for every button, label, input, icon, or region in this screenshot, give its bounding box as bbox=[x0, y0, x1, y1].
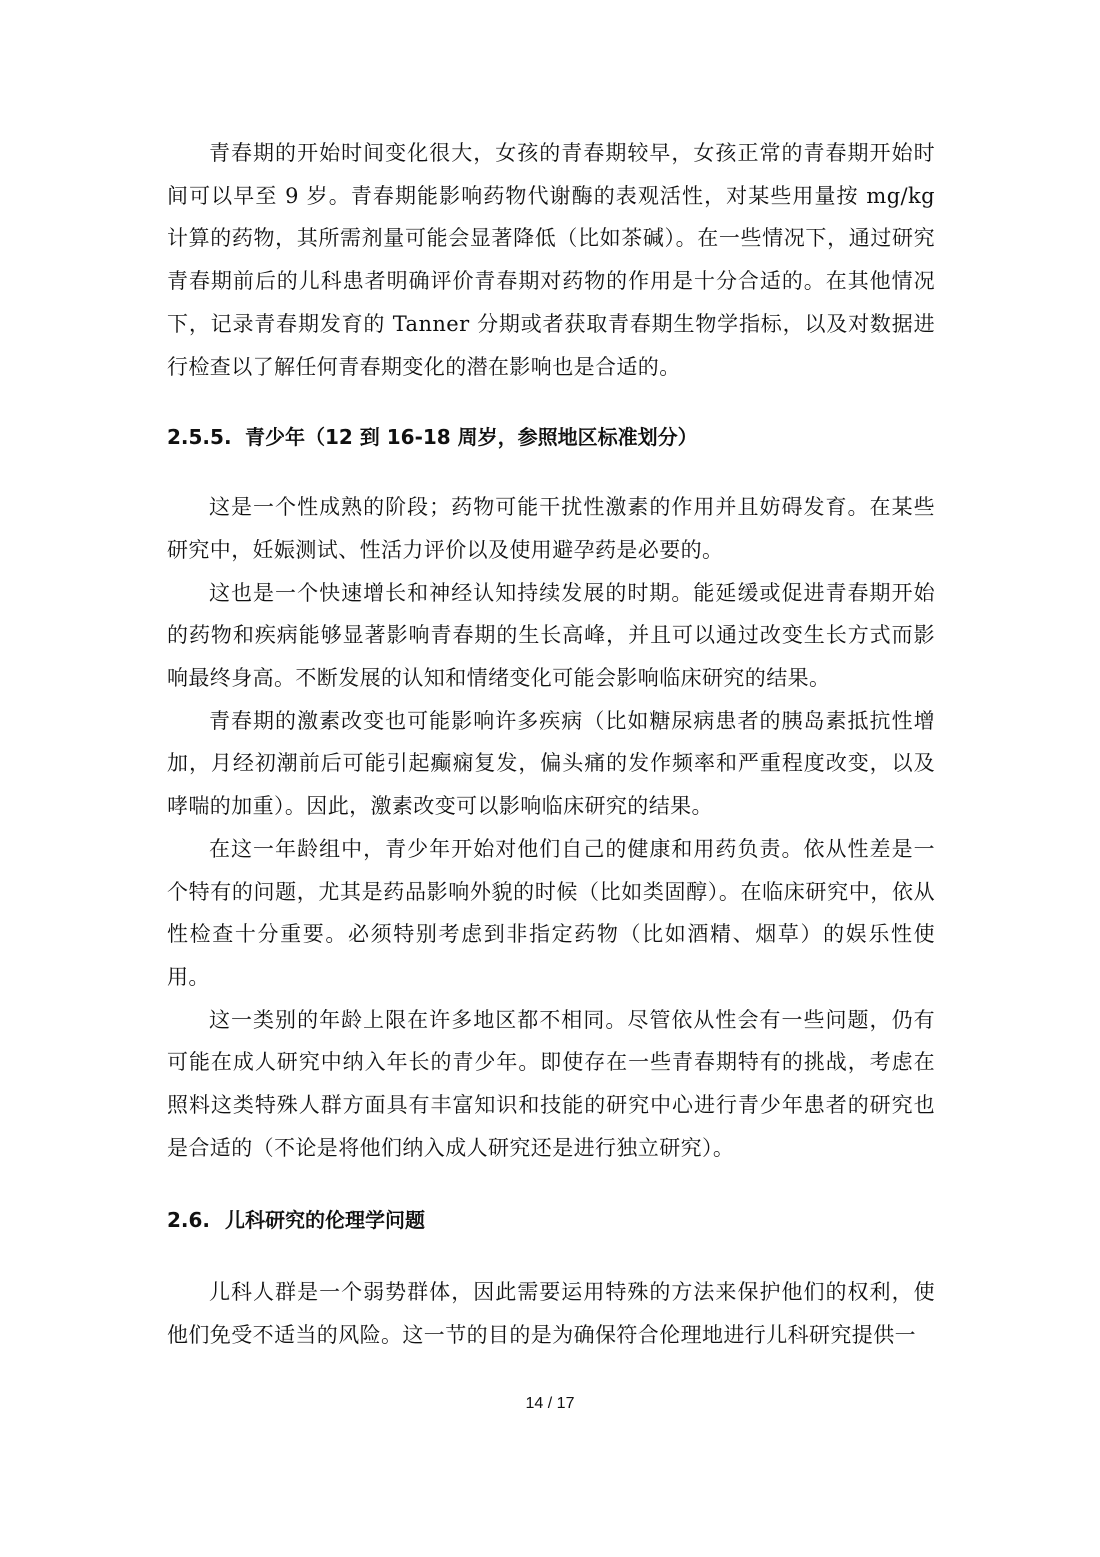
body-paragraph: 儿科人群是一个弱势群体，因此需要运用特殊的方法来保护他们的权利，使他们免受不适当的风险。这一节的目的是为确保符合伦理地进行儿科研究提供一 bbox=[167, 1280, 935, 1348]
section-number: 2.5.5. bbox=[167, 425, 232, 450]
section-title: 儿科研究的伦理学问题 bbox=[225, 1208, 425, 1233]
page-number: 14 / 17 bbox=[525, 1395, 575, 1412]
section-number: 2.6. bbox=[167, 1208, 211, 1233]
section-heading-2-5-5 bbox=[167, 416, 935, 458]
section-heading-2-6 bbox=[167, 1199, 935, 1241]
document-page bbox=[167, 132, 935, 1357]
body-paragraph: 这一类别的年龄上限在许多地区都不相同。尽管依从性会有一些问题，仍有可能在成人研究中纳入年长的青少年。即使存在一些青春期特有的挑战，考虑在照料这类特殊人群方面具有丰富知识和技能的研究中心进行青少年患者的研究也是合适的（不论是将他们纳入成人研究还是进行独立研究）。 bbox=[167, 1007, 935, 1160]
body-paragraph: 青春期的激素改变也可能影响许多疾病（比如糖尿病患者的胰岛素抵抗性增加，月经初潮前后可能引起癫痫复发，偏头痛的发作频率和严重程度改变，以及哮喘的加重）。因此，激素改变可以影响临床研究的结果。 bbox=[167, 708, 935, 819]
section-title: 青少年（12 到 16-18 周岁，参照地区标准划分） bbox=[245, 425, 698, 450]
body-paragraph: 青春期的开始时间变化很大，女孩的青春期较早，女孩正常的青春期开始时间可以早至 9 岁。青春期能影响药物代谢酶的表观活性，对某些用量按 mg/kg 计算的药物，其所需剂量可能会显著降低（比如茶碱）。在一些情况下，通过研究青春期前后的儿科患者明确评价青春期对药物的作用是十分合适的。在其他情况下，记录青春期发育的 Tanner 分期或者获取青春期生物学指标，以及对数据进行检查以了解任何青春期变化的潜在影响也是合适的。 bbox=[167, 141, 935, 379]
body-paragraph: 在这一年龄组中，青少年开始对他们自己的健康和用药负责。依从性差是一个特有的问题，尤其是药品影响外貌的时候（比如类固醇）。在临床研究中，依从性检查十分重要。必须特别考虑到非指定药物（比如酒精、烟草）的娱乐性使用。 bbox=[167, 836, 935, 989]
body-paragraph: 这也是一个快速增长和神经认知持续发展的时期。能延缓或促进青春期开始的药物和疾病能够显著影响青春期的生长高峰，并且可以通过改变生长方式而影响最终身高。不断发展的认知和情绪变化可能会影响临床研究的结果。 bbox=[167, 580, 935, 691]
body-paragraph: 这是一个性成熟的阶段；药物可能干扰性激素的作用并且妨碍发育。在某些研究中，妊娠测试、性活力评价以及使用避孕药是必要的。 bbox=[167, 495, 935, 562]
